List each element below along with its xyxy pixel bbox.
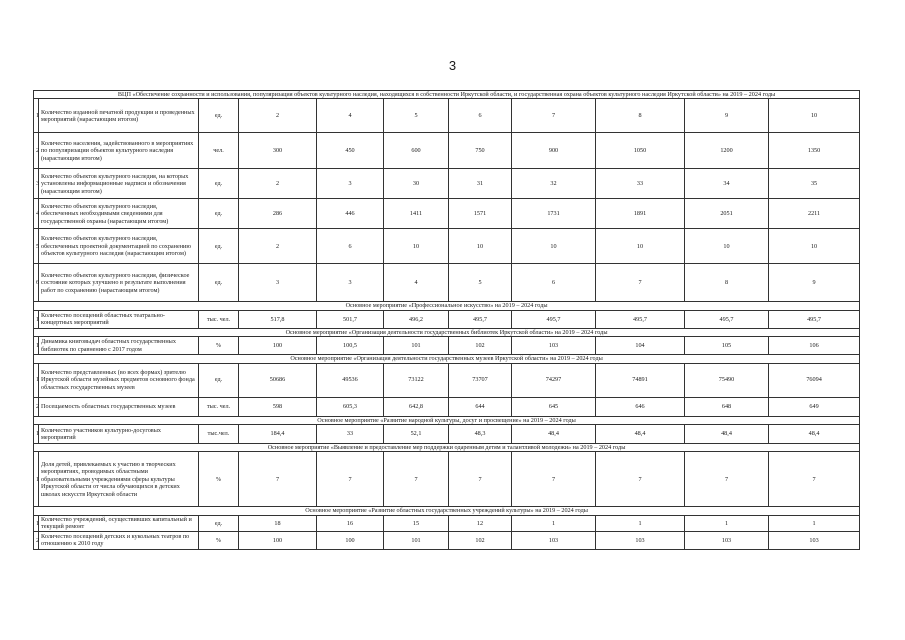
value-cell: 600 <box>384 133 449 169</box>
value-cell: 649 <box>769 397 860 416</box>
value-cell: 184,4 <box>239 425 317 444</box>
value-cell: 7 <box>769 452 860 507</box>
value-cell: 12 <box>449 515 512 531</box>
value-cell: 100 <box>239 531 317 549</box>
indicator-name: Количество изданной печатной продукции и проведенных мероприятий (нарастающим итогом) <box>39 99 199 133</box>
value-cell: 2211 <box>769 199 860 229</box>
section-title: Основное мероприятие «Организация деятельности государственных музеев Иркутской области» на 2019 – 2024 годы <box>34 355 860 363</box>
row-number: 1 <box>34 425 39 444</box>
value-cell: 7 <box>512 452 596 507</box>
value-cell: 495,7 <box>596 310 685 328</box>
value-cell: 501,7 <box>317 310 384 328</box>
value-cell: 446 <box>317 199 384 229</box>
value-cell: 33 <box>596 169 685 199</box>
section-title: ВЦП «Обеспечение сохранности и использования, популяризация объектов культурного наследия, находящихся в собственности Иркутской области, и государственная охрана объектов культурного наследия Иркутской области» на 2019 – 2024 годы <box>34 91 860 99</box>
value-cell: 7 <box>317 452 384 507</box>
value-cell: 102 <box>449 337 512 355</box>
value-cell: 103 <box>769 531 860 549</box>
indicator-name: Динамика книговыдач областных государственных библиотек по сравнению с 2017 годом <box>39 337 199 355</box>
value-cell: 103 <box>685 531 769 549</box>
value-cell: 495,7 <box>512 310 596 328</box>
unit-cell: чел. <box>199 133 239 169</box>
value-cell: 31 <box>449 169 512 199</box>
unit-cell: % <box>199 337 239 355</box>
value-cell: 495,7 <box>769 310 860 328</box>
value-cell: 5 <box>449 264 512 302</box>
value-cell: 517,8 <box>239 310 317 328</box>
table-row <box>34 264 860 302</box>
indicator-name: Количество учреждений, осуществивших капитальный и текущий ремонт <box>39 515 199 531</box>
value-cell: 9 <box>685 99 769 133</box>
value-cell: 7 <box>596 264 685 302</box>
value-cell: 103 <box>596 531 685 549</box>
row-number: 1 <box>34 337 39 355</box>
value-cell: 642,8 <box>384 397 449 416</box>
table-row <box>34 397 860 416</box>
value-cell: 18 <box>239 515 317 531</box>
value-cell: 5 <box>384 99 449 133</box>
value-cell: 2 <box>239 229 317 264</box>
value-cell: 1 <box>769 515 860 531</box>
value-cell: 1 <box>685 515 769 531</box>
indicator-name: Количество участников культурно-досуговых мероприятий <box>39 425 199 444</box>
value-cell: 10 <box>769 99 860 133</box>
value-cell: 103 <box>512 337 596 355</box>
value-cell: 1731 <box>512 199 596 229</box>
value-cell: 48,4 <box>596 425 685 444</box>
value-cell: 7 <box>512 99 596 133</box>
value-cell: 101 <box>384 337 449 355</box>
value-cell: 3 <box>317 169 384 199</box>
value-cell: 10 <box>596 229 685 264</box>
section-title: Основное мероприятие «Выявление и предоставление мер поддержки одаренным детям и талантливой молодежи» на 2019 – 2024 годы <box>34 444 860 452</box>
table-row <box>34 363 860 397</box>
value-cell: 48,4 <box>685 425 769 444</box>
section-title: Основное мероприятие «Развитие народной культуры, досуг и просвещение» на 2019 – 2024 годы <box>34 416 860 424</box>
value-cell: 10 <box>685 229 769 264</box>
value-cell: 900 <box>512 133 596 169</box>
value-cell: 4 <box>384 264 449 302</box>
page-number: 3 <box>448 58 457 73</box>
value-cell: 645 <box>512 397 596 416</box>
unit-cell: % <box>199 531 239 549</box>
value-cell: 4 <box>317 99 384 133</box>
value-cell: 74891 <box>596 363 685 397</box>
value-cell: 300 <box>239 133 317 169</box>
value-cell: 605,3 <box>317 397 384 416</box>
value-cell: 16 <box>317 515 384 531</box>
table-row <box>34 531 860 549</box>
value-cell: 100 <box>239 337 317 355</box>
value-cell: 3 <box>317 264 384 302</box>
value-cell: 6 <box>317 229 384 264</box>
table-row <box>34 310 860 328</box>
unit-cell: ед. <box>199 264 239 302</box>
table-row <box>34 199 860 229</box>
row-number: 3 <box>34 169 39 199</box>
table-row <box>34 133 860 169</box>
value-cell: 2 <box>239 169 317 199</box>
value-cell: 100,5 <box>317 337 384 355</box>
row-number: 2 <box>34 531 39 549</box>
table-row <box>34 515 860 531</box>
value-cell: 7 <box>449 452 512 507</box>
value-cell: 2 <box>239 99 317 133</box>
value-cell: 644 <box>449 397 512 416</box>
unit-cell: ед. <box>199 363 239 397</box>
value-cell: 6 <box>449 99 512 133</box>
value-cell: 8 <box>596 99 685 133</box>
value-cell: 1350 <box>769 133 860 169</box>
value-cell: 1 <box>596 515 685 531</box>
value-cell: 1 <box>512 515 596 531</box>
value-cell: 48,4 <box>769 425 860 444</box>
unit-cell: тыс. чел. <box>199 310 239 328</box>
indicator-name: Количество представленных (во всех формах) зрителю Иркутской области музейных предметов основного фонда областных государственных музеев <box>39 363 199 397</box>
row-number: 4 <box>34 199 39 229</box>
value-cell: 34 <box>685 169 769 199</box>
value-cell: 8 <box>685 264 769 302</box>
value-cell: 495,7 <box>685 310 769 328</box>
value-cell: 106 <box>769 337 860 355</box>
value-cell: 35 <box>769 169 860 199</box>
value-cell: 103 <box>512 531 596 549</box>
value-cell: 30 <box>384 169 449 199</box>
indicator-name: Количество объектов культурного наследия, обеспеченных необходимыми сведениями для государственной охраны (нарастающим итогом) <box>39 199 199 229</box>
value-cell: 49536 <box>317 363 384 397</box>
indicator-name: Количество посещений детских и кукольных театров по отношению к 2010 году <box>39 531 199 549</box>
value-cell: 10 <box>512 229 596 264</box>
value-cell: 32 <box>512 169 596 199</box>
row-number: 5 <box>34 229 39 264</box>
value-cell: 1891 <box>596 199 685 229</box>
value-cell: 6 <box>512 264 596 302</box>
value-cell: 598 <box>239 397 317 416</box>
section-title: Основное мероприятие «Профессиональное искусство» на 2019 – 2024 годы <box>34 302 860 310</box>
value-cell: 496,2 <box>384 310 449 328</box>
row-number: 1 <box>34 99 39 133</box>
row-number: 1 <box>34 452 39 507</box>
row-number: 1 <box>34 515 39 531</box>
value-cell: 286 <box>239 199 317 229</box>
value-cell: 7 <box>685 452 769 507</box>
table-row <box>34 337 860 355</box>
row-number: 2 <box>34 397 39 416</box>
section-title: Основное мероприятие «Организация деятельности государственных библиотек Иркутской области» на 2019 – 2024 годы <box>34 328 860 336</box>
indicator-name: Количество объектов культурного наследия, на которых установлены информационные надписи и обозначения (нарастающим итогом) <box>39 169 199 199</box>
unit-cell: ед. <box>199 199 239 229</box>
value-cell: 9 <box>769 264 860 302</box>
section-title: Основное мероприятие «Развитие областных государственных учреждений культуры» на 2019 – 2024 годы <box>34 507 860 515</box>
unit-cell: ед. <box>199 515 239 531</box>
unit-cell: тыс.чел. <box>199 425 239 444</box>
value-cell: 50686 <box>239 363 317 397</box>
value-cell: 74297 <box>512 363 596 397</box>
value-cell: 450 <box>317 133 384 169</box>
value-cell: 15 <box>384 515 449 531</box>
row-number: 2 <box>34 133 39 169</box>
value-cell: 646 <box>596 397 685 416</box>
value-cell: 101 <box>384 531 449 549</box>
row-number: 1 <box>34 310 39 328</box>
table-row <box>34 99 860 133</box>
value-cell: 73707 <box>449 363 512 397</box>
value-cell: 750 <box>449 133 512 169</box>
indicator-name: Количество населения, задействованного в мероприятиях по популяризации объектов культурного наследия (нарастающим итогом) <box>39 133 199 169</box>
value-cell: 75490 <box>685 363 769 397</box>
table-row <box>34 169 860 199</box>
table-row <box>34 229 860 264</box>
table-row <box>34 425 860 444</box>
indicator-name: Количество объектов культурного наследия, физическое состояние которых улучшено в результате выполнения работ по сохранению (нарастающим итогом) <box>39 264 199 302</box>
value-cell: 1200 <box>685 133 769 169</box>
indicator-name: Количество объектов культурного наследия, обеспеченных проектной документацией по сохранению объектов культурного наследия (нарастающим итогом) <box>39 229 199 264</box>
unit-cell: ед. <box>199 99 239 133</box>
indicator-name: Посещаемость областных государственных музеев <box>39 397 199 416</box>
value-cell: 48,4 <box>512 425 596 444</box>
row-number: 1 <box>34 363 39 397</box>
value-cell: 10 <box>769 229 860 264</box>
value-cell: 1411 <box>384 199 449 229</box>
value-cell: 105 <box>685 337 769 355</box>
value-cell: 10 <box>384 229 449 264</box>
unit-cell: % <box>199 452 239 507</box>
value-cell: 3 <box>239 264 317 302</box>
value-cell: 495,7 <box>449 310 512 328</box>
value-cell: 1571 <box>449 199 512 229</box>
value-cell: 7 <box>239 452 317 507</box>
indicator-name: Количество посещений областных театрально-концертных мероприятий <box>39 310 199 328</box>
value-cell: 76094 <box>769 363 860 397</box>
value-cell: 100 <box>317 531 384 549</box>
value-cell: 104 <box>596 337 685 355</box>
value-cell: 102 <box>449 531 512 549</box>
value-cell: 73122 <box>384 363 449 397</box>
unit-cell: ед. <box>199 229 239 264</box>
value-cell: 48,3 <box>449 425 512 444</box>
value-cell: 33 <box>317 425 384 444</box>
unit-cell: тыс. чел. <box>199 397 239 416</box>
indicators-table <box>33 90 860 550</box>
value-cell: 7 <box>596 452 685 507</box>
row-number: 6 <box>34 264 39 302</box>
table-row <box>34 452 860 507</box>
value-cell: 52,1 <box>384 425 449 444</box>
value-cell: 7 <box>384 452 449 507</box>
indicator-name: Доля детей, привлекаемых к участию в творческих мероприятиях, проводимых областными образовательными учреждениями сферы культуры Иркутской области от числа обучающихся в детских школах искусств Иркутской области <box>39 452 199 507</box>
value-cell: 648 <box>685 397 769 416</box>
value-cell: 2051 <box>685 199 769 229</box>
value-cell: 1050 <box>596 133 685 169</box>
value-cell: 10 <box>449 229 512 264</box>
unit-cell: ед. <box>199 169 239 199</box>
